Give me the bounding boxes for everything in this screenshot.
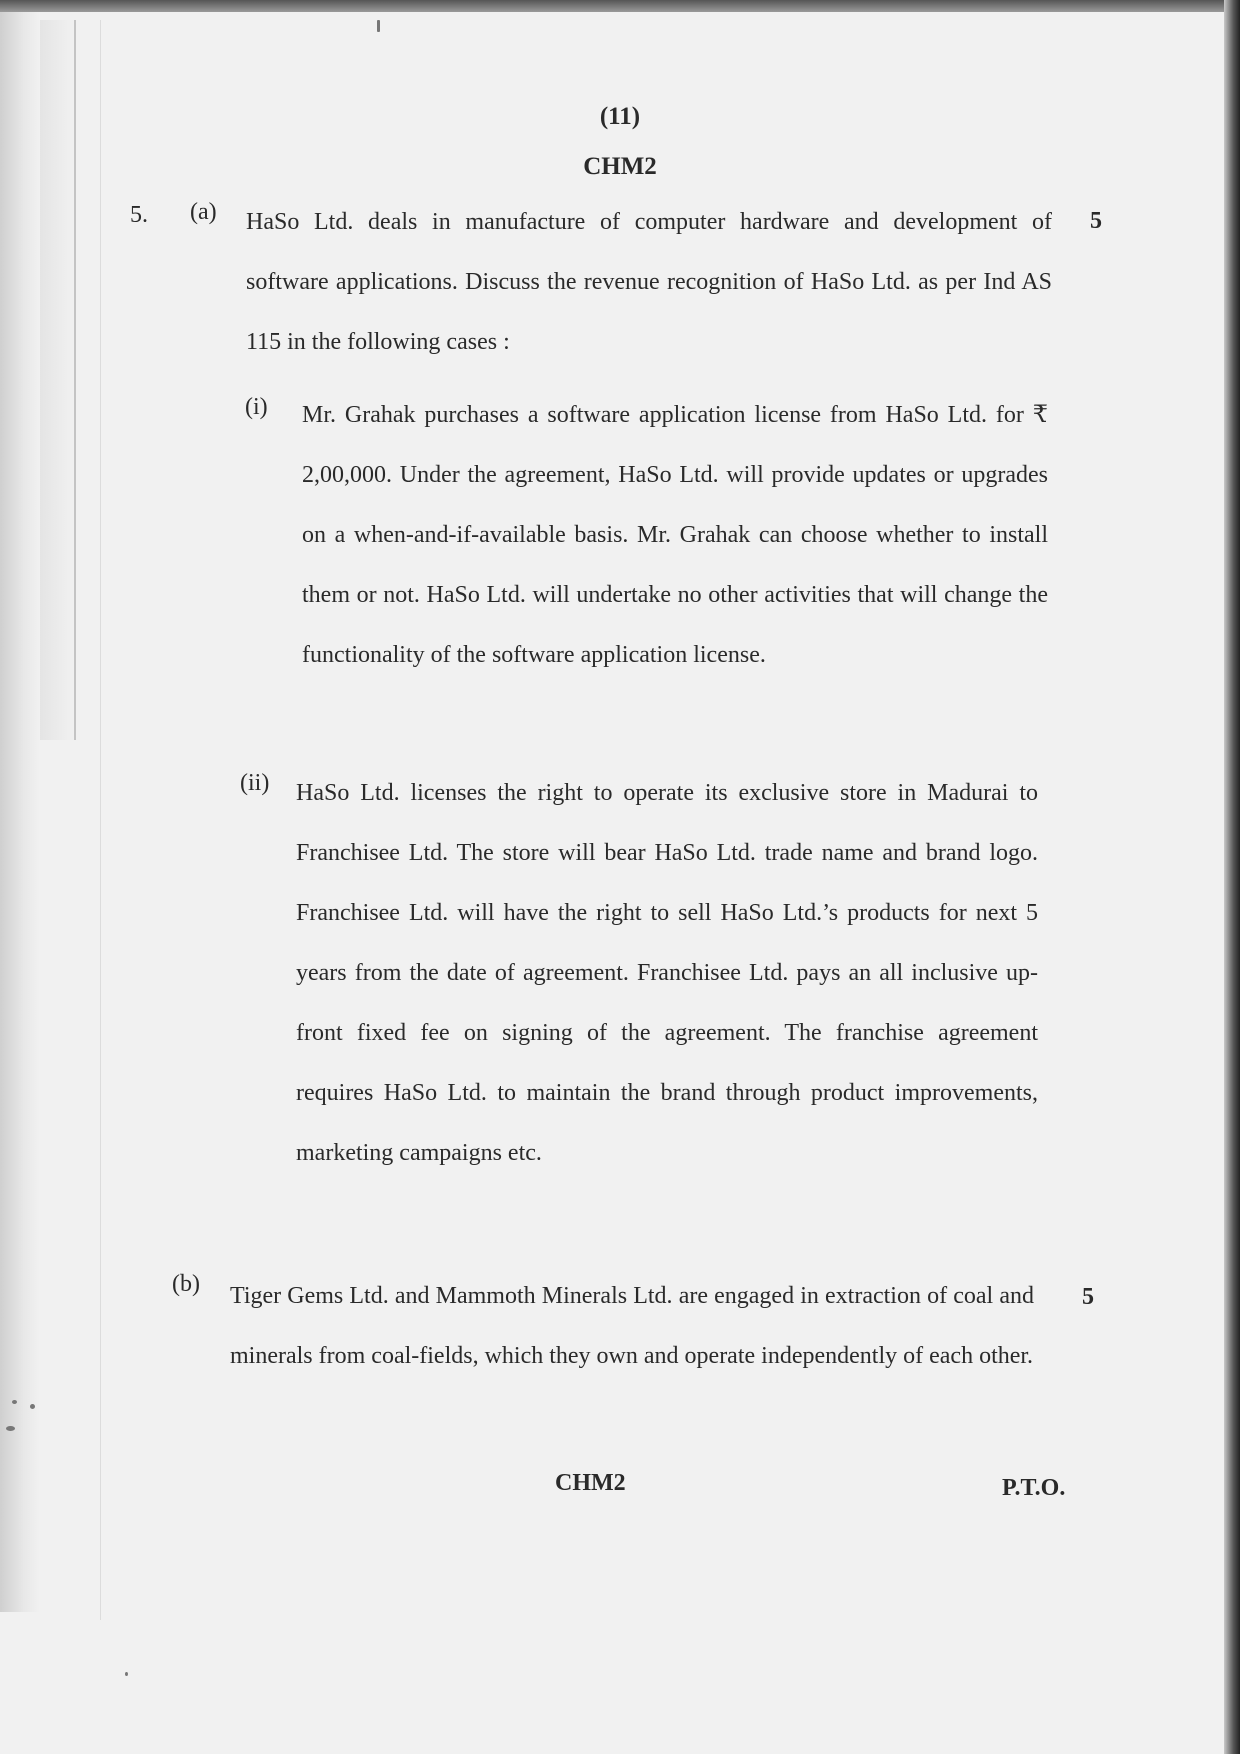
scan-speck xyxy=(125,1672,128,1676)
case-i-label: (i) xyxy=(245,394,268,420)
scan-speck xyxy=(30,1404,35,1409)
paper-code-header: CHM2 xyxy=(583,153,657,180)
please-turn-over: P.T.O. xyxy=(1002,1475,1066,1501)
case-i-text: Mr. Grahak purchases a software application license from HaSo Ltd. for ₹ 2,00,000. Under the agreement, HaSo Ltd. will provide updates or upgrades on a when-and-if-available basis. Mr. Grahak can choose whether to install them or not. HaSo Ltd. will undertake no other activities that will change the functionality of the software application license. xyxy=(302,402,1048,668)
margin-line xyxy=(100,20,101,1620)
part-b-label: (b) xyxy=(172,1271,200,1297)
scan-left-shadow xyxy=(0,12,40,1612)
scan-speck xyxy=(377,20,380,32)
part-a-label: (a) xyxy=(190,199,217,225)
paper-code-footer: CHM2 xyxy=(555,1470,626,1496)
part-b-marks: 5 xyxy=(1082,1284,1094,1310)
part-a-marks: 5 xyxy=(1090,208,1102,234)
scan-speck xyxy=(12,1400,17,1404)
scan-right-edge xyxy=(1224,0,1240,1754)
case-ii-text: HaSo Ltd. licenses the right to operate its exclusive store in Madurai to Franchisee Ltd. The store will bear HaSo Ltd. trade name and brand logo. Franchisee Ltd. will have the right to sell HaSo Ltd.’s products for next 5 years from the date of agreement. Franchisee Ltd. pays an all inclusive up-front fixed fee on signing of the agreement. The franchise agreement requires HaSo Ltd. to maintain the brand through product improvements, marketing campaigns etc. xyxy=(296,780,1038,1166)
page-number: (11) xyxy=(599,103,641,130)
case-ii-label: (ii) xyxy=(240,770,270,796)
question-number: 5. xyxy=(130,202,148,228)
scan-speck xyxy=(6,1426,15,1431)
part-a-intro: HaSo Ltd. deals in manufacture of computer hardware and development of software applications. Discuss the revenue recognition of HaSo Ltd. as per Ind AS 115 in the following cases : xyxy=(246,209,1052,355)
part-b-text: Tiger Gems Ltd. and Mammoth Minerals Ltd. are engaged in extraction of coal and minerals from coal-fields, which they own and operate independently of each other. xyxy=(230,1283,1034,1369)
scan-top-edge xyxy=(0,0,1240,12)
